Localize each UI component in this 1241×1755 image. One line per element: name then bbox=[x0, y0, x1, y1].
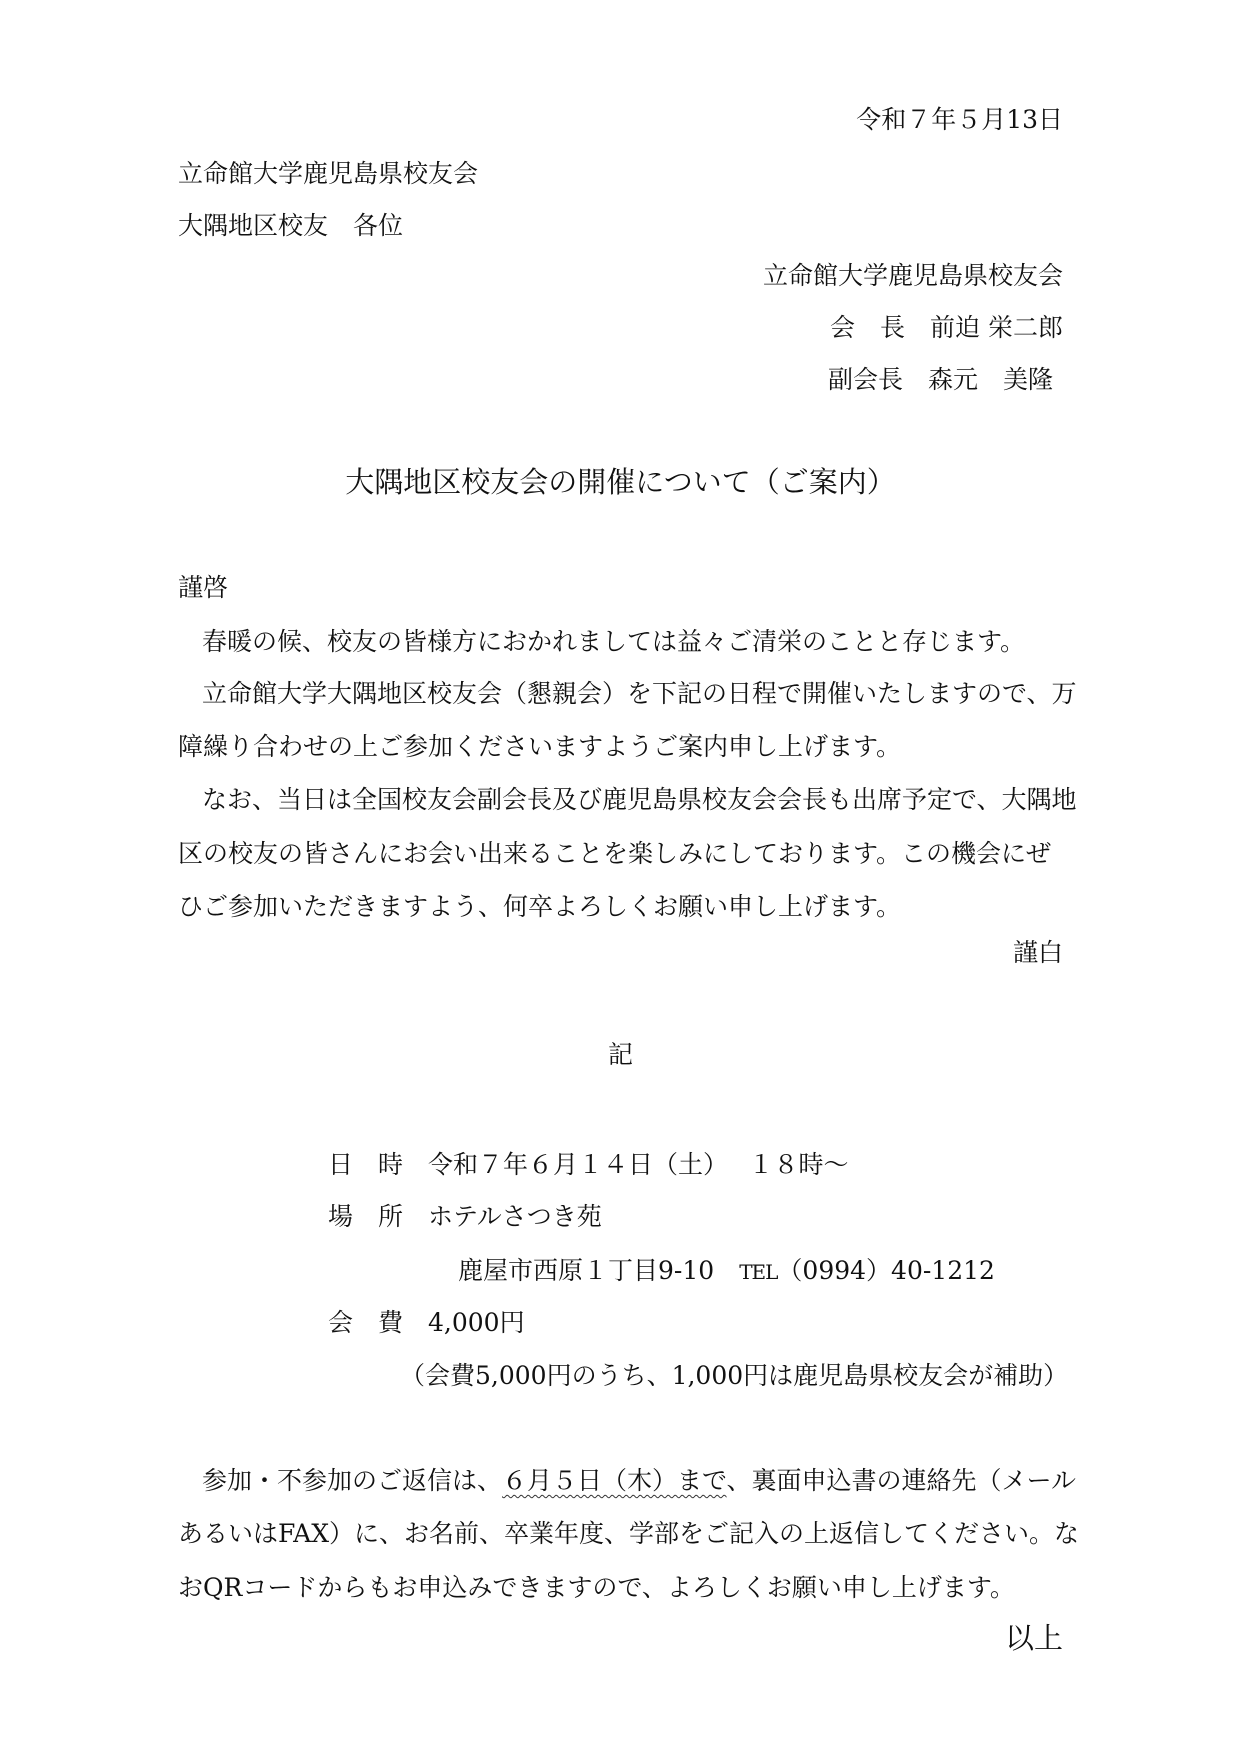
venue-tel: （0994）40-1212 bbox=[777, 1256, 995, 1285]
paragraph-notice-line2: 区の校友の皆さんにお会い出来ることを楽しみにしております。この機会にぜ bbox=[178, 839, 1052, 868]
document-date: 令和７年５月13日 bbox=[856, 105, 1063, 134]
reply-instruction-line1 bbox=[202, 1465, 1076, 1497]
reply-instruction-line3: おQRコードからもお申込みできますので、よろしくお願い申し上げます。 bbox=[178, 1573, 1015, 1602]
datetime-value: 令和７年６月１４日（土） １８時～ bbox=[428, 1150, 849, 1179]
paragraph-notice-line1: なお、当日は全国校友会副会長及び鹿児島県校友会会長も出席予定で、大隅地 bbox=[202, 785, 1077, 814]
fee-label: 会 費 bbox=[328, 1308, 404, 1337]
fee-value: 4,000円 bbox=[428, 1308, 525, 1337]
sender-president: 会 長 前迫 栄二郎 bbox=[830, 313, 1063, 342]
venue-label: 場 所 bbox=[328, 1202, 404, 1231]
paragraph-greeting: 春暖の候、校友の皆様方におかれましては益々ご清栄のことと存じます。 bbox=[202, 627, 1026, 656]
venue-address: 鹿屋市西原１丁目9-10 bbox=[458, 1256, 715, 1285]
sender-organization: 立命館大学鹿児島県校友会 bbox=[762, 261, 1063, 290]
paragraph-notice-line3: ひご参加いただきますよう、何卒よろしくお願い申し上げます。 bbox=[178, 892, 902, 921]
paragraph-invitation-line1: 立命館大学大隅地区校友会（懇親会）を下記の日程で開催いたしますので、万 bbox=[202, 679, 1077, 708]
reply-contact: 、裏面申込書の連絡先（メール bbox=[726, 1466, 1077, 1495]
tel-mark: TEL bbox=[739, 1260, 778, 1284]
paragraph-invitation-line2: 障繰り合わせの上ご参加くださいますようご案内申し上げます。 bbox=[178, 732, 902, 761]
recipient-group: 大隅地区校友 各位 bbox=[178, 211, 404, 240]
document-title: 大隅地区校友会の開催について（ご案内） bbox=[345, 465, 896, 499]
reply-deadline: ６月５日（木）まで bbox=[502, 1466, 727, 1495]
details-heading: 記 bbox=[607, 1040, 633, 1069]
recipient-organization: 立命館大学鹿児島県校友会 bbox=[178, 159, 479, 188]
opening-salutation: 謹啓 bbox=[178, 573, 229, 602]
reply-intro: 参加・不参加のご返信は、 bbox=[202, 1466, 503, 1495]
closing-salutation: 謹白 bbox=[1012, 938, 1063, 967]
datetime-label: 日 時 bbox=[328, 1150, 404, 1179]
document-end-mark: 以上 bbox=[1004, 1621, 1063, 1655]
fee-note: （会費5,000円のうち、1,000円は鹿児島県校友会が補助） bbox=[400, 1361, 1069, 1390]
venue-address-line bbox=[458, 1255, 995, 1288]
venue-name: ホテルさつき苑 bbox=[428, 1202, 602, 1231]
reply-instruction-line2: あるいはFAX）に、お名前、卒業年度、学部をご記入の上返信してください。な bbox=[178, 1519, 1080, 1548]
sender-vice-president: 副会長 森元 美隆 bbox=[827, 365, 1053, 394]
